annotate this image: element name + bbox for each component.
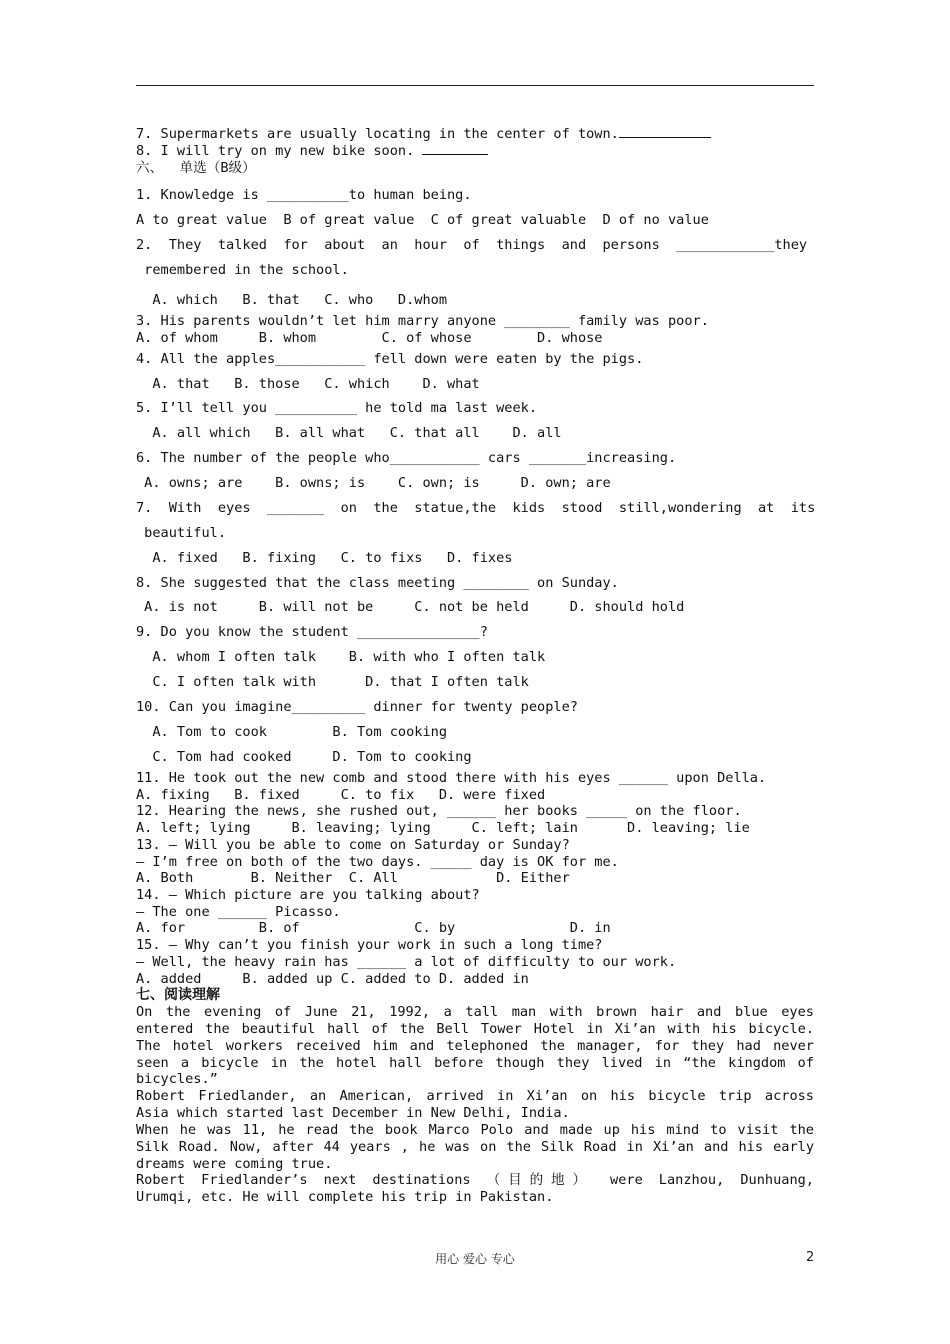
text-line: — I’m free on both of the two days. _____ day is OK for me. <box>136 854 619 870</box>
page-number: 2 <box>806 1250 815 1265</box>
text-line: 12. Hearing the news, she rushed out, ______ her books _____ on the floor. <box>136 803 742 819</box>
text-line: — Well, the heavy rain has ______ a lot of difficulty to our work. <box>136 954 677 970</box>
text-line: 8. She suggested that the class meeting ________ on Sunday. <box>136 575 619 591</box>
text-line: Urumqi, etc. He will complete his trip in Pakistan. <box>136 1189 554 1205</box>
answer-blank[interactable] <box>422 142 488 155</box>
text-line: On the evening of June 21, 1992, a tall man with brown hair and blue eyes <box>136 1004 814 1020</box>
text-line: A. that B. those C. which D. what <box>136 376 480 392</box>
text-line: A. whom I often talk B. with who I often talk <box>136 649 546 665</box>
text-line: 5. I’ll tell you __________ he told ma last week. <box>136 400 538 416</box>
text-line: seen a bicycle in the hotel hall before though they lived in “the kingdom of <box>136 1055 814 1071</box>
text-line: A. for B. of C. by D. in <box>136 920 611 936</box>
text-line: A. added B. added up C. added to D. added in <box>136 971 529 987</box>
text-line: 3. His parents wouldn’t let him marry anyone ________ family was poor. <box>136 313 709 329</box>
text-line: A to great value B of great value C of great valuable D of no value <box>136 212 709 228</box>
text-line: 7. Supermarkets are usually locating in the center of town. <box>136 125 711 142</box>
text-line: 4. All the apples___________ fell down were eaten by the pigs. <box>136 351 644 367</box>
text-line: 15. — Why can’t you finish your work in such a long time? <box>136 937 603 953</box>
answer-blank[interactable] <box>619 125 711 138</box>
text-line: A. all which B. all what C. that all D. all <box>136 425 562 441</box>
text-line: 2. They talked for about an hour of things and persons ____________they <box>136 237 808 253</box>
section-heading: 七、阅读理解 <box>136 987 220 1003</box>
text-line: dreams were coming true. <box>136 1156 333 1172</box>
text-line: 8. I will try on my new bike soon. <box>136 142 488 159</box>
text-line: 10. Can you imagine_________ dinner for twenty people? <box>136 699 578 715</box>
text-line: C. I often talk with D. that I often talk <box>136 674 529 690</box>
text-line: Robert Friedlander’s next destinations （目的地） were Lanzhou, Dunhuang, <box>136 1172 814 1188</box>
text-line: 11. He took out the new comb and stood there with his eyes ______ upon Della. <box>136 770 767 786</box>
text-line: 9. Do you know the student _______________? <box>136 624 488 640</box>
text-line: Robert Friedlander, an American, arrived in Xi’an on his bicycle trip across <box>136 1088 814 1104</box>
text-line: A. Both B. Neither C. All D. Either <box>136 870 570 886</box>
text-line: 1. Knowledge is __________to human being. <box>136 187 472 203</box>
text-line: A. Tom to cook B. Tom cooking <box>136 724 447 740</box>
text-line: A. which B. that C. who D.whom <box>136 292 447 308</box>
text-line: 六、 单选（B级） <box>136 160 256 176</box>
text-line: A. owns; are B. owns; is C. own; is D. own; are <box>136 475 611 491</box>
text-line: A. fixed B. fixing C. to fixs D. fixes <box>136 550 513 566</box>
text-line: 13. — Will you be able to come on Saturday or Sunday? <box>136 837 570 853</box>
text-line: When he was 11, he read the book Marco Polo and made up his mind to visit the <box>136 1122 814 1138</box>
text-line: Silk Road. Now, after 44 years , he was on the Silk Road in Xi’an and his early <box>136 1139 814 1155</box>
text-line: — The one ______ Picasso. <box>136 904 341 920</box>
text-line: beautiful. <box>136 525 227 541</box>
top-rule <box>136 85 814 86</box>
text-line: A. is not B. will not be C. not be held D. should hold <box>136 599 685 615</box>
text-line: 7. With eyes _______ on the statue,the kids stood still,wondering at its <box>136 500 816 516</box>
text-line: remembered in the school. <box>136 262 349 278</box>
text-line: bicycles.” <box>136 1071 218 1087</box>
text-line: The hotel workers received him and telephoned the manager, for they had never <box>136 1038 814 1054</box>
text-line: Asia which started last December in New Delhi, India. <box>136 1105 570 1121</box>
text-line: 6. The number of the people who___________ cars _______increasing. <box>136 450 677 466</box>
text-line: C. Tom had cooked D. Tom to cooking <box>136 749 472 765</box>
page-footer: 用心 爱心 专心 <box>435 1252 515 1266</box>
text-line: A. of whom B. whom C. of whose D. whose <box>136 330 603 346</box>
text-line: 14. — Which picture are you talking about? <box>136 887 480 903</box>
text-line: entered the beautiful hall of the Bell Tower Hotel in Xi’an with his bicycle. <box>136 1021 814 1037</box>
text-line: A. fixing B. fixed C. to fix D. were fixed <box>136 787 546 803</box>
text-line: A. left; lying B. leaving; lying C. left; lain D. leaving; lie <box>136 820 750 836</box>
